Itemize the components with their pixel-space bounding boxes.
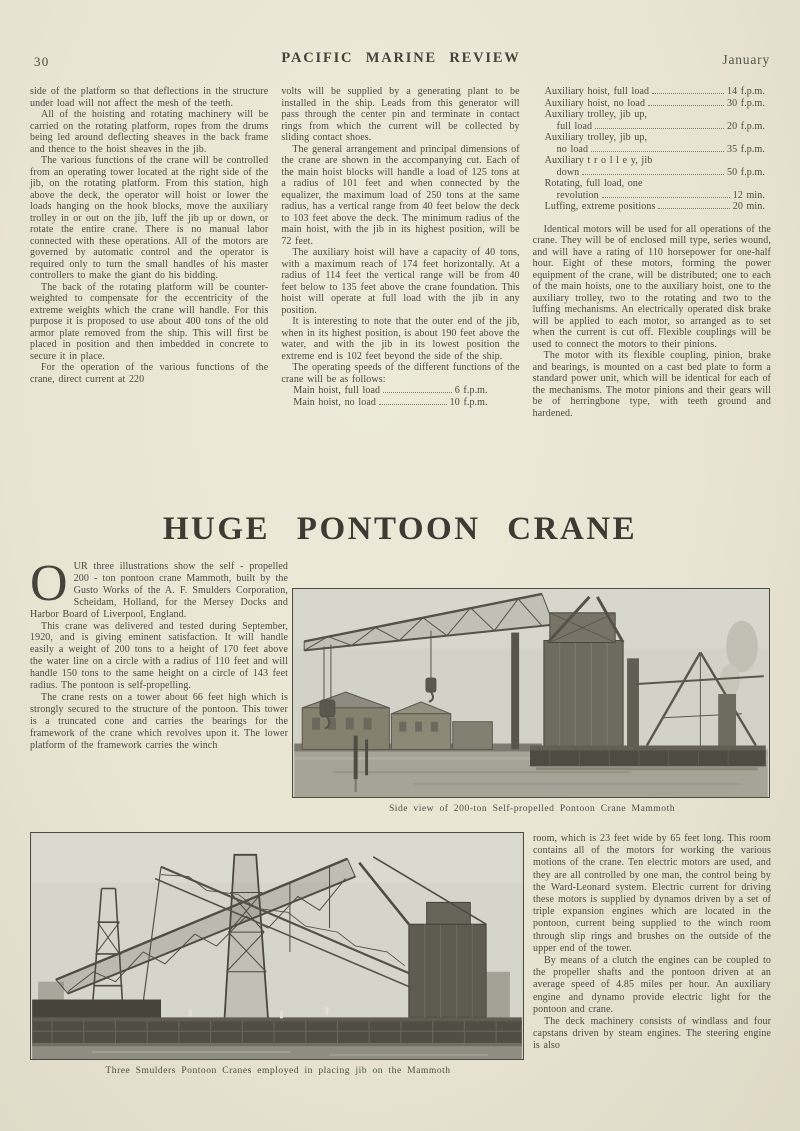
dotted-leader	[383, 392, 452, 393]
photo-caption: Three Smulders Pontoon Cranes employed in placing jib on the Mammoth	[105, 1065, 451, 1076]
paragraph: By means of a clutch the engines can be coupled to the propeller shafts and the pontoon driven at an average speed of 4.85 miles per hour. An auxiliary engine and dynamo provide electric light for the pontoon and crane.	[533, 955, 771, 1015]
paragraph: It is interesting to note that the outer end of the jib, when in its highest position, is about 190 feet above the water, and with the jib in its lowest position the extreme end is 102 feet beyond the side of the ship.	[281, 316, 520, 362]
drop-cap: O	[30, 555, 68, 612]
speed-row: Auxiliary trolley, jib up, no load 35 f.p.m.	[544, 132, 765, 155]
paragraph: room, which is 23 feet wide by 65 feet long. This room contains all of the motors for working the various motions of the crane. Ten electric motors are used, and they are all controlled by one man, the control being by the Ward-Leonard system. Electric current for driving these motors is supplied by dynamos driven by a set of triple expansion engines which are located in the pontoon, current being supplied to the winch room through slip rings and brushes on the outside of the upper end of the tower.	[533, 833, 771, 954]
paragraph: The back of the rotating platform will be counter-weighted to compensate for the eccentricity of the extreme weights which the crane will handle. For this purpose it is proposed to use about 400 tons of the old armor plate removed from the ship. This will first be placed in position and then imbedded in concrete to secure it in place.	[30, 281, 269, 362]
pontoon-cranes-jib-photo	[30, 832, 524, 1060]
dotted-leader	[595, 128, 724, 129]
intro-text: UR three illustrations show the self - propelled 200 - ton pontoon crane Mammoth, built by the Gusto Works of the A. F. Smulders Corporation, Scheidam, Holland, for the Mersey Docks and Harbor Board of Liverpool, England.	[30, 561, 288, 620]
issue-month: January	[722, 52, 770, 67]
page-header	[32, 50, 770, 72]
dotted-leader	[379, 404, 447, 405]
dotted-leader	[591, 151, 724, 152]
speed-row: Auxiliary hoist, full load 14 f.p.m.	[544, 86, 765, 97]
article-headline: HUGE PONTOON CRANE	[162, 511, 638, 547]
dotted-leader	[582, 174, 724, 175]
paragraph: All of the hoisting and rotating machinery will be carried on the rotating platform, ropes from the drums being led around deflecting sheaves in the back frame and thence to the hoist sheaves in the jib.	[30, 109, 269, 155]
paragraph: This crane was delivered and tested during September, 1920, and is giving eminent satisfaction. It will handle easily a weight of 200 tons to a height of 170 feet above the water line on a circle with a radius of 110 feet and will handle 150 tons to the same height on a circle of 143 feet radius. The pontoon is self-propelling.	[30, 620, 288, 692]
paragraph	[30, 555, 288, 621]
photo-figure-side-view	[292, 588, 772, 814]
speed-row: Main hoist, full load 6 f.p.m.	[293, 385, 488, 396]
paragraph: For the operation of the various functions of the crane, direct current at 220	[30, 362, 269, 385]
speed-row: Main hoist, no load 10 f.p.m.	[293, 396, 488, 408]
paragraph: The motor with its flexible coupling, pinion, brake and bearings, is mounted on a cast bed plate to form a standard power unit, which will be identical for each of the mechanisms. The motor pinions and their gears will be of herringbone type, with teeth ground and hardened.	[532, 350, 771, 419]
dotted-leader	[652, 93, 724, 94]
photo-caption: Side view of 200-ton Self-propelled Pontoon Crane Mammoth	[388, 803, 676, 814]
speed-row: Luffing, extreme positions 20 min.	[544, 201, 765, 212]
speed-row: Rotating, full load, one revolution 12 min.	[544, 178, 765, 201]
dotted-leader	[648, 105, 724, 106]
dotted-leader	[602, 197, 730, 198]
paragraph: The general arrangement and principal dimensions of the crane are shown in the accompanying cut. Each of the main hoist blocks will handle a load of 125 tons at a radius of 101 feet and when connected by the equalizer, the maximum load of 250 tons at the same radius, has a vertical range from 40 feet below the deck to 103 feet above the deck. The minimum radius of the main hoist, with the jib in its highest position, will be 72 feet.	[281, 143, 520, 247]
paragraph: volts will be supplied by a generating plant to be installed in the ship. Leads from this generator will pass through the center pin and terminate in contact rings from which the current will be collected by sliding contact shoes.	[281, 86, 520, 143]
speed-row: Auxiliary hoist, no load 30 f.p.m.	[544, 97, 765, 109]
speed-table	[545, 86, 765, 213]
photo-figure-placing-jib	[30, 832, 526, 1076]
article-column-3	[533, 86, 771, 419]
speed-table	[293, 385, 487, 408]
paragraph: The operating speeds of the different functions of the crane will be as follows:	[281, 362, 520, 385]
top-article	[30, 86, 771, 419]
pontoon-crane-side-photo	[292, 588, 770, 798]
paragraph: side of the platform so that deflections in the structure under load will not affect the mesh of the teeth.	[30, 86, 269, 109]
paragraph: Identical motors will be used for all operations of the crane. They will be of enclosed mill type, series wound, and will have a rating of 110 horsepower for one-half hour. Eight of these motors, forming the power equipment of the crane, will be distributed; one to each of the main hoists, one to the auxiliary hoist, one to the auxiliary trolley, two to the rotating and two to the luffing mechanisms. An electrically operated disk brake will be applied to each motor, so arranged as to set when the current is cut off. Flexible couplings will be used to connect the motors to their pinions.	[532, 223, 771, 350]
paragraph: The various functions of the crane will be controlled from an operating tower located at the right side of the jib, on the rotating platform. From this station, high above the deck, the operator will hoist or lower the loads hanging on the hook blocks, move the auxiliary trolley in or out on the jib, luff the jib up or down, or rotate the entire crane. There is no manual labor connected with these operations. All of the motors are governed by automatic control and the operator is required only to turn the small handles of his master controllers to make the giant do his bidding.	[30, 155, 269, 281]
speed-row: Auxiliary trolley, jib up, full load 20 f.p.m.	[544, 109, 765, 132]
feature-article-continuation	[533, 833, 771, 1053]
paragraph: The deck machinery consists of windlass and four capstans driven by steam engines. The steering engine is also	[533, 1016, 771, 1052]
paragraph: The auxiliary hoist will have a capacity of 40 tons, with a maximum reach of 174 feet horizontally. At a radius of 114 feet the vertical range will be from 40 feet below to 135 feet above the crane foundation. This hoist will operate at full load with the jib in any position.	[281, 247, 520, 316]
journal-title: PACIFIC MARINE REVIEW	[281, 50, 521, 66]
paragraph: The crane rests on a tower about 66 feet high which is strongly secured to the structure of the pontoon. This tower is a truncated cone and carries the bearings for the framework of the crane which revolves upon it. The lower platform of the framework carries the winch	[30, 691, 288, 751]
article-column-1	[30, 86, 268, 419]
speed-row: Auxiliary t r o l l e y, jib down 50 f.p.m.	[544, 155, 765, 178]
dotted-leader	[658, 208, 729, 209]
page-number: 30	[34, 54, 50, 69]
article-column-2	[281, 86, 519, 419]
feature-article-text	[30, 555, 288, 752]
